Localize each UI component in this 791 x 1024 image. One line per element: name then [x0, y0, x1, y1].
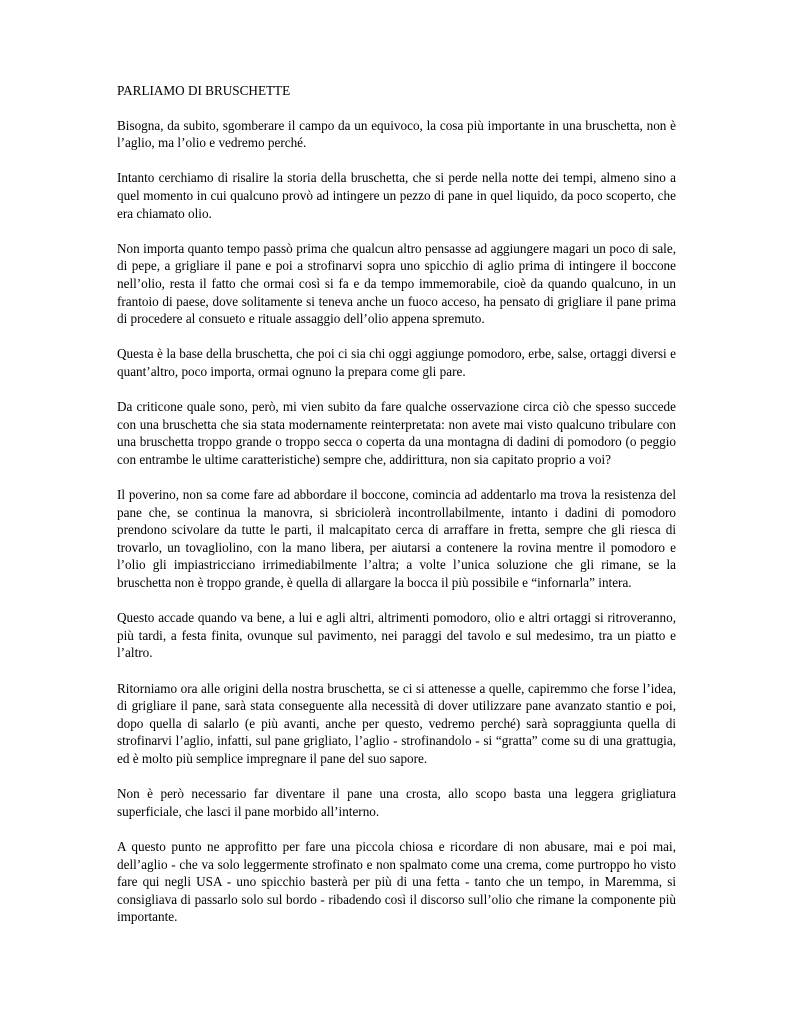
paragraph-3: Non importa quanto tempo passò prima che qualcun altro pensasse ad aggiungere magari un poco di sale, di pepe, a grigliare il pane e poi a strofinarvi sopra uno spicchio di aglio prima di intingere il boccone nell’olio, resta il fatto che ormai così si fa e da tempo immemorabile, cioè da quando qualcuno, in un frantoio di paese, dove solitamente si teneva anche un fuoco acceso, ha pensato di grigliare il pane prima di procedere al consueto e rituale assaggio dell’olio appena spremuto. — [117, 240, 676, 327]
document-title: PARLIAMO DI BRUSCHETTE — [117, 83, 291, 98]
paragraph-9: Non è però necessario far diventare il pane una crosta, allo scopo basta una leggera grigliatura superficiale, che lasci il pane morbido all’interno. — [117, 786, 676, 819]
paragraph-8: Ritorniamo ora alle origini della nostra bruschetta, se ci si attenesse a quelle, capiremmo che forse l’idea, di grigliare il pane, sarà stata conseguente alla necessità di dover utilizzare pane avanzato stantio e poi, dopo quella di salarlo (e più avanti, anche per questo, vedremo perché) sarà sopraggiunta quella di strofinarvi l’aglio, infatti, sul pane grigliato, l’aglio - strofinandolo - si “gratta” come su di una grattugia, ed è molto più semplice impregnare il pane del suo sapore. — [117, 680, 676, 766]
paragraph-7: Questo accade quando va bene, a lui e agli altri, altrimenti pomodoro, olio e altri ortaggi si ritroveranno, più tardi, a festa finita, ovunque sul pavimento, nei paraggi del tavolo e sul medesimo, tra un piatto e l’altro. — [117, 610, 676, 661]
paragraph-1: Bisogna, da subito, sgomberare il campo da un equivoco, la cosa più importante in una bruschetta, non è l’aglio, ma l’olio e vedremo perché. — [117, 117, 676, 151]
paragraph-10: A questo punto ne approfitto per fare una piccola chiosa e ricordare di non abusare, mai e poi mai, dell’aglio - che va solo leggermente strofinato e non spalmato come una crema, come purtroppo ho visto fare qui negli USA - uno spicchio basterà per più di una fetta - tanto che un tempo, in Maremma, si consigliava di passarlo solo sul bordo - ribadendo così il discorso sull’olio che rimane la componente più importante. — [117, 838, 676, 925]
document-page — [117, 82, 676, 926]
paragraph-2: Intanto cerchiamo di risalire la storia della bruschetta, che si perde nella notte dei tempi, almeno sino a quel momento in cui qualcuno provò ad intingere un pezzo di pane in quel liquido, da poco scoperto, che era chiamato olio. — [117, 170, 676, 221]
paragraph-6: Il poverino, non sa come fare ad abbordare il boccone, comincia ad addentarlo ma trova la resistenza del pane che, se continua la manovra, si sbriciolerà incontrollabilmente, intanto i dadini di pomodoro prendono scivolare da tutte le parti, il malcapitato cerca di arraffare in fretta, sempre che gli riesca di trovarlo, un tovagliolino, con la mano libera, per aiutarsi a contenere la rovina mentre il pomodoro e l’olio gli impiastricciano irrimediabilmente l’altra; a volte l’unica soluzione che gli rimane, se la bruschetta non è troppo grande, è quella di allargare la bocca il più possibile e “infornarla” intera. — [117, 487, 676, 591]
paragraph-5: Da criticone quale sono, però, mi vien subito da fare qualche osservazione circa ciò che spesso succede con una bruschetta che sia stata modernamente reinterpretata: non avete mai visto qualcuno tribulare con una bruschetta troppo grande o troppo secca o coperta da una montagna di dadini di pomodoro (o peggio con entrambe le ultime caratteristiche) sempre che, addirittura, non sia capitato proprio a voi? — [117, 399, 676, 467]
paragraph-4: Questa è la base della bruschetta, che poi ci sia chi oggi aggiunge pomodoro, erbe, salse, ortaggi diversi e quant’altro, poco importa, ormai ognuno la prepara come gli pare. — [117, 346, 676, 379]
